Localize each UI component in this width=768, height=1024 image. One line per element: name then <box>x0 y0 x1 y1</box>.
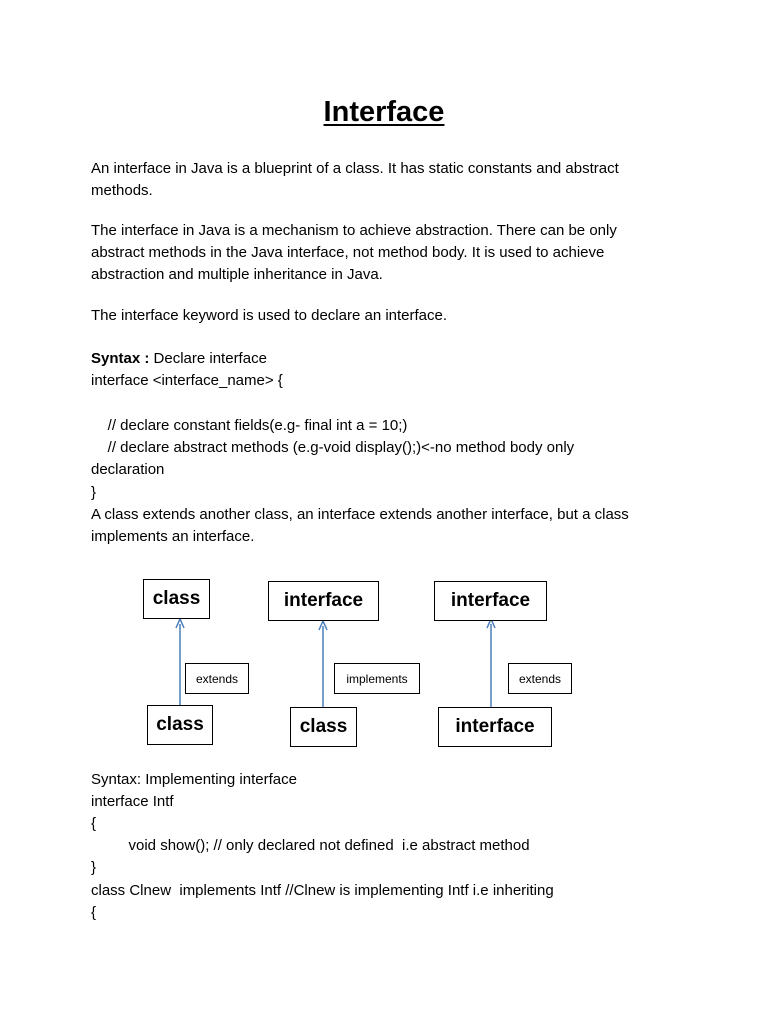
code-line: declaration <box>91 461 165 478</box>
paragraph-3-line-1: The interface keyword is used to declare an interface. <box>91 307 448 324</box>
paragraph-1-line-1: An interface in Java is a blueprint of a class. It has static constants and abstract <box>91 160 619 177</box>
diagram-box-class-implementer: class <box>290 707 357 747</box>
paragraph-2-line-3: abstraction and multiple inheritance in Java. <box>91 266 383 283</box>
relation-text-line-1: A class extends another class, an interface extends another interface, but a class <box>91 506 629 523</box>
arrowhead-icon <box>319 621 327 630</box>
paragraph-1-line-2: methods. <box>91 182 153 199</box>
diagram-box-class-parent: class <box>143 579 210 619</box>
code-line: // declare constant fields(e.g- final int a = 10;) <box>91 417 408 434</box>
diagram-box-class-child: class <box>147 705 213 745</box>
syntax-heading <box>91 349 267 369</box>
code-line: } <box>91 484 97 501</box>
relation-label-extends: extends <box>185 663 249 694</box>
paragraph-2-line-2: abstract methods in the Java interface, not method body. It is used to achieve <box>91 244 605 261</box>
syntax-2-heading: Syntax: Implementing interface <box>91 771 297 788</box>
code-line: } <box>91 859 97 876</box>
relation-text-line-2: implements an interface. <box>91 528 255 545</box>
diagram-box-interface-child: interface <box>438 707 552 747</box>
paragraph-2-line-1: The interface in Java is a mechanism to achieve abstraction. There can be only <box>91 222 617 239</box>
diagram-box-interface-parent: interface <box>434 581 547 621</box>
code-line: // declare abstract methods (e.g-void display();)<-no method body only <box>91 439 575 456</box>
code-line: interface <interface_name> { <box>91 372 283 389</box>
page-title: Interface <box>323 96 445 128</box>
relation-label-implements: implements <box>334 663 420 694</box>
syntax-label-rest: Declare interface <box>149 350 267 367</box>
syntax-label: Syntax : <box>91 350 150 367</box>
relation-label-extends: extends <box>508 663 572 694</box>
code-line: void show(); // only declared not defined i.e abstract method <box>91 837 530 854</box>
code-line: interface Intf <box>91 793 174 810</box>
code-line: { <box>91 815 97 832</box>
code-line: { <box>91 904 97 921</box>
diagram-box-interface: interface <box>268 581 379 621</box>
code-line: class Clnew implements Intf //Clnew is implementing Intf i.e inheriting <box>91 882 554 899</box>
arrowhead-icon <box>176 619 184 628</box>
